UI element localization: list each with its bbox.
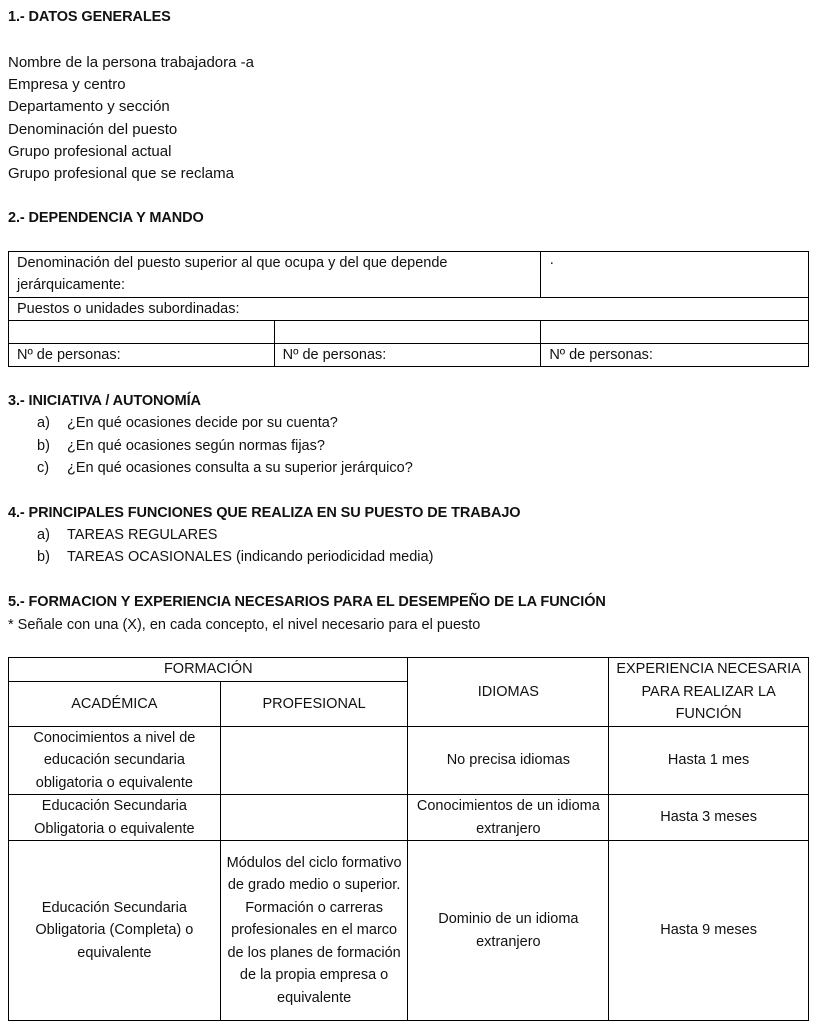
cell-experiencia[interactable]: Hasta 1 mes (609, 726, 809, 795)
cell-idiomas[interactable]: Dominio de un idioma extranjero (408, 841, 609, 1021)
list-item (37, 460, 413, 476)
field-departamento: Departamento y sección (8, 98, 170, 115)
subordinate-unit-1[interactable] (9, 321, 275, 344)
formacion-table (8, 657, 809, 1021)
field-grupo-actual: Grupo profesional actual (8, 143, 172, 160)
list-text: ¿En qué ocasiones consulta a su superior jerárquico? (67, 460, 413, 476)
list-marker: a) (37, 527, 50, 543)
section-4-title: 4.- PRINCIPALES FUNCIONES QUE REALIZA EN SU PUESTO DE TRABAJO (8, 505, 521, 521)
cell-idiomas[interactable]: Conocimientos de un idioma extranjero (408, 795, 609, 841)
persons-count-2[interactable]: Nº de personas: (274, 344, 541, 367)
list-marker: a) (37, 415, 50, 431)
table-row (9, 841, 809, 1021)
section-5-title: 5.- FORMACION Y EXPERIENCIA NECESARIOS PARA EL DESEMPEÑO DE LA FUNCIÓN (8, 594, 606, 610)
persons-count-1[interactable]: Nº de personas: (9, 344, 275, 367)
header-formacion: FORMACIÓN (9, 658, 408, 682)
section-2-title: 2.- DEPENDENCIA Y MANDO (8, 210, 204, 226)
list-text: ¿En qué ocasiones según normas fijas? (67, 438, 325, 454)
cell-academica[interactable]: Conocimientos a nivel de educación secundaria obligatoria o equivalente (9, 726, 221, 795)
cell-academica[interactable]: Educación Secundaria Obligatoria o equivalente (9, 795, 221, 841)
dependencia-table (8, 251, 809, 367)
header-academica: ACADÉMICA (9, 682, 221, 726)
cell-experiencia[interactable]: Hasta 9 meses (609, 841, 809, 1021)
list-text: TAREAS OCASIONALES (indicando periodicidad media) (67, 549, 434, 565)
table-row (9, 795, 809, 841)
field-grupo-reclama: Grupo profesional que se reclama (8, 165, 234, 182)
field-denominacion: Denominación del puesto (8, 121, 178, 138)
list-text: ¿En qué ocasiones decide por su cuenta? (67, 415, 338, 431)
list-marker: c) (37, 460, 50, 476)
section-5-note: * Señale con una (X), en cada concepto, el nivel necesario para el puesto (8, 617, 481, 633)
list-item (37, 438, 325, 454)
cell-experiencia[interactable]: Hasta 3 meses (609, 795, 809, 841)
list-item (37, 415, 338, 431)
cell-idiomas[interactable]: No precisa idiomas (408, 726, 609, 795)
cell-profesional[interactable]: Módulos del ciclo formativo de grado medio o superior. Formación o carreras profesionales en el marco de los planes de formación de la propia empresa o equivalente (220, 841, 408, 1021)
subordinate-unit-3[interactable] (541, 321, 809, 344)
table-row (9, 726, 809, 795)
subordinates-label: Puestos o unidades subordinadas: (9, 298, 809, 321)
list-item (37, 527, 217, 543)
section-1-title: 1.- DATOS GENERALES (8, 9, 171, 25)
subordinate-unit-2[interactable] (274, 321, 541, 344)
header-profesional: PROFESIONAL (220, 682, 408, 726)
cell-profesional[interactable] (220, 795, 408, 841)
cell-academica[interactable]: Educación Secundaria Obligatoria (Completa) o equivalente (9, 841, 221, 1021)
list-item (37, 549, 433, 565)
superior-label: Denominación del puesto superior al que ocupa y del que depende jerárquicamente: (9, 252, 541, 298)
field-nombre: Nombre de la persona trabajadora -a (8, 54, 254, 71)
superior-value[interactable]: · (541, 252, 809, 298)
cell-profesional[interactable] (220, 726, 408, 795)
list-marker: b) (37, 549, 50, 565)
section-3-title: 3.- INICIATIVA / AUTONOMÍA (8, 393, 201, 409)
persons-count-3[interactable]: Nº de personas: (541, 344, 809, 367)
header-experiencia: EXPERIENCIA NECESARIA PARA REALIZAR LA FUNCIÓN (609, 658, 809, 727)
header-idiomas: IDIOMAS (408, 658, 609, 727)
list-marker: b) (37, 438, 50, 454)
field-empresa: Empresa y centro (8, 76, 126, 93)
list-text: TAREAS REGULARES (67, 527, 218, 543)
